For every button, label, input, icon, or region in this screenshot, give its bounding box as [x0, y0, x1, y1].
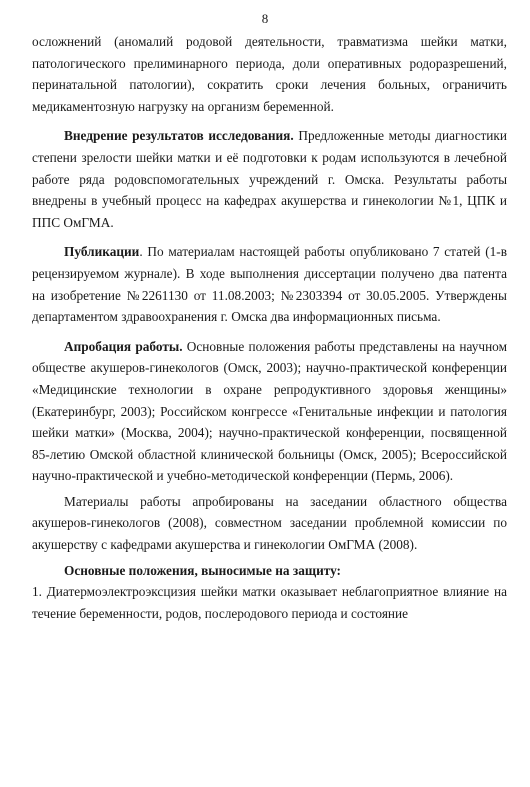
- section-heading: Основные положения, выносимые на защиту:: [64, 562, 341, 578]
- paragraph-materials: [32, 491, 507, 556]
- list-item: [32, 581, 507, 624]
- body-text: [32, 31, 507, 624]
- section-heading: Внедрение результатов исследования.: [64, 128, 294, 144]
- paragraph-text: Основные положения работы представлены на научном обществе акушеров-гинекологов (Омск, 2003); научно-практической конференции «Медицинские технологии в охране репродуктивного здоровья женщины» (Екатеринбург, 2003); Российском конгрессе «Генитальные инфекции и патология шейки матки» (Москва, 2004); научно-практической конференции, посвященной 85-летию Омской областной клинической больницы (Омск, 2005); Всероссийской научно-практической и учебно-методической конференции (Пермь, 2006).: [32, 338, 507, 484]
- paragraph-implementation: [32, 125, 507, 233]
- paragraph-text: 1. Диатермоэлектроэксцизия шейки матки оказывает неблагоприятное влияние на течение беременности, родов, послеродового периода и состояние: [32, 584, 507, 621]
- paragraph-text: Предложенные методы диагностики степени зрелости шейки матки и её подготовки к родам используются в лечебной работе ряда родовспомогательных учреждений г. Омска. Результаты работы внедрены в учебный процесс на кафедрах акушерства и гинекологии №1, ЦПК и ППС ОмГМА.: [32, 128, 507, 230]
- section-heading: Апробация работы.: [64, 338, 183, 354]
- paragraph-text: осложнений (аномалий родовой деятельности, травматизма шейки матки, патологического прелиминарного периода, доли оперативных родоразрешений, перинатальной патологии), сократить сроки лечения больных, ограничить медикаментозную нагрузку на организм беременной.: [32, 34, 507, 114]
- paragraph-approbation: [32, 336, 507, 487]
- paragraph-defense-heading: [32, 560, 507, 582]
- paragraph-continuation: [32, 31, 507, 117]
- paragraph-text: . По материалам настоящей работы опубликовано 7 статей (1-в рецензируемом журнале). В ходе выполнения диссертации получено два патента на изобретение №2261130 от 11.08.2003; №2303394 от 30.05.2005. Утверждены департаментом здравоохранения г. Омска два информационных письма.: [32, 244, 507, 325]
- section-heading: Публикации: [64, 244, 140, 260]
- paragraph-text: Материалы работы апробированы на заседании областного общества акушеров-гинекологов (2008), совместном заседании проблемной комиссии по акушерству с кафедрами акушерства и гинекологии ОмГМА (2008).: [32, 493, 507, 553]
- page-number: 8: [261, 11, 269, 26]
- paragraph-publications: [32, 241, 507, 327]
